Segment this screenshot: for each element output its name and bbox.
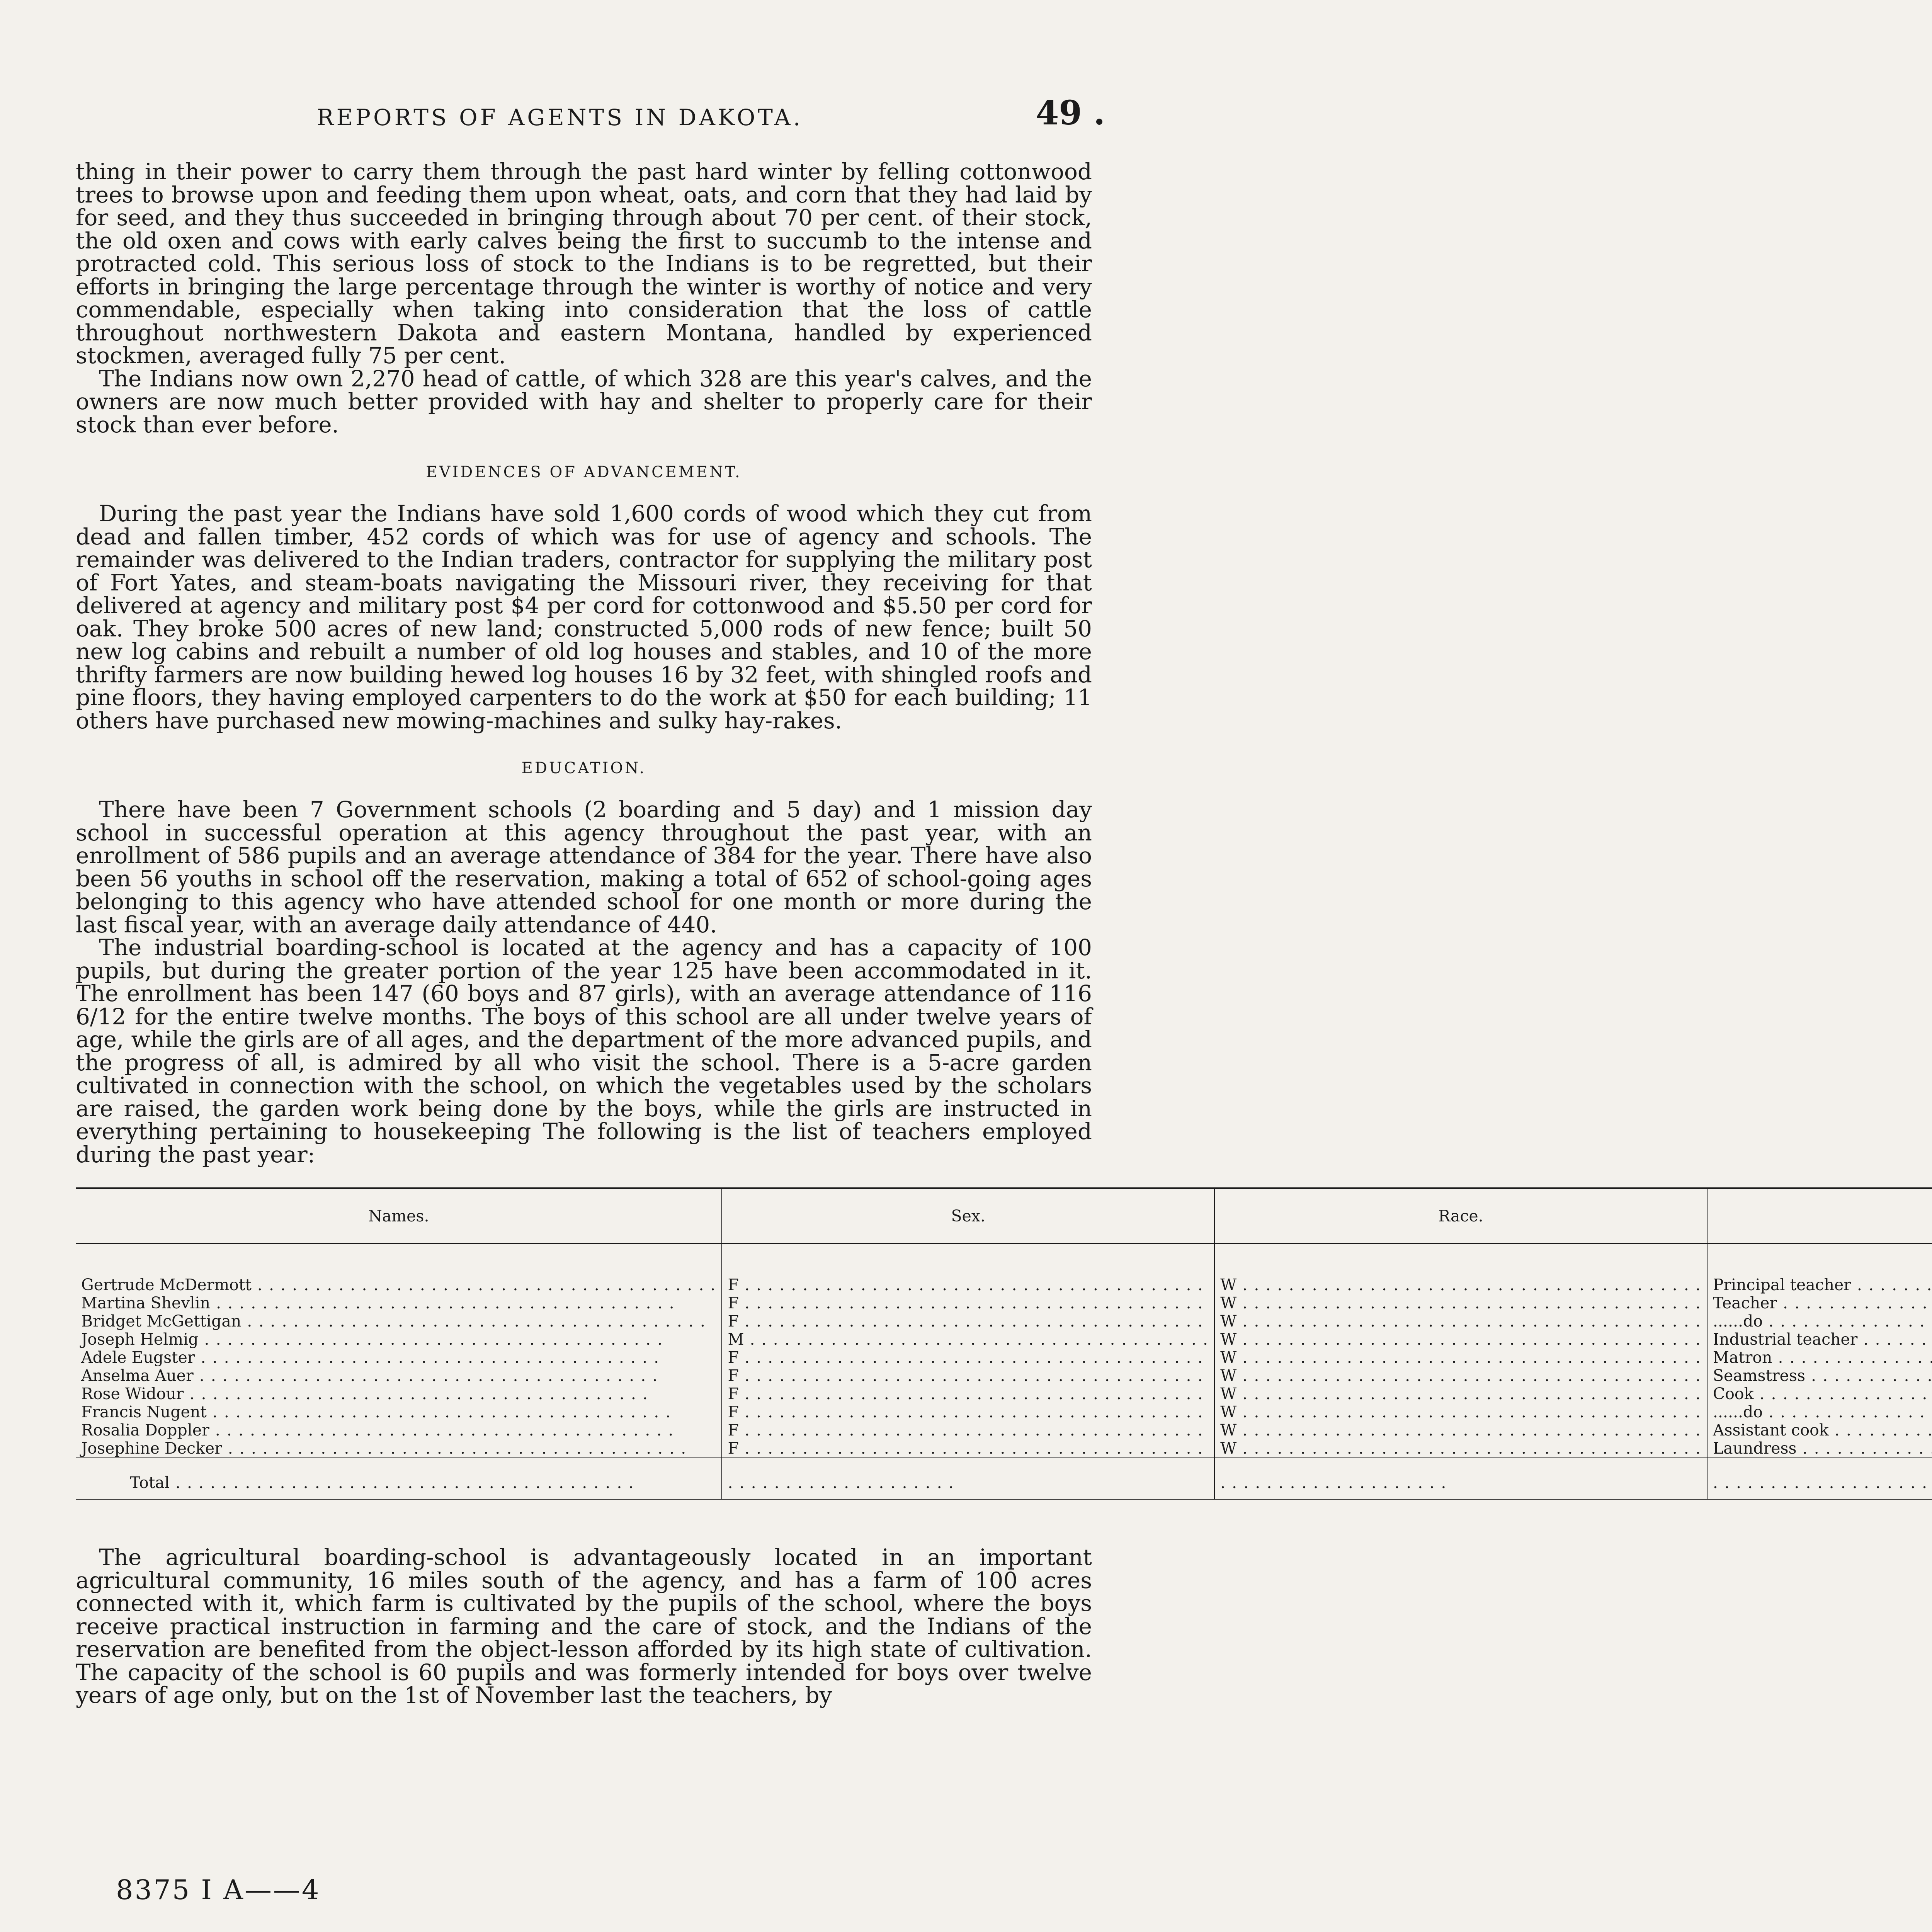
table-row [76,1421,1932,1439]
cell-race: W . . . [1214,1276,1707,1294]
header-position [1707,1188,1932,1243]
page-body [76,158,1858,1708]
table-header-row [76,1188,1932,1243]
cell-race: W . . . [1214,1330,1707,1349]
units-row [76,1243,1932,1276]
cell-position: Matron . . . [1707,1349,1932,1367]
cell-name: Gertrude McDermott . . . [76,1276,722,1294]
cell-sex: F . . . [722,1439,1214,1458]
heading-education: EDUCATION. [521,759,646,777]
running-head: REPORTS OF AGENTS IN DAKOTA. [317,104,803,131]
total-label: Total . . . [76,1458,722,1499]
cell-sex: F . . . [722,1276,1214,1294]
heading-evidences-of-advancement: EVIDENCES OF ADVANCEMENT. [426,463,742,481]
cell-race: W . . . [1214,1294,1707,1312]
cell-position: Principal teacher . . . [1707,1276,1932,1294]
cell-race: W . . . [1214,1349,1707,1367]
cell-position: Industrial teacher . . . [1707,1330,1932,1349]
cell-position: Laundress . . . [1707,1439,1932,1458]
cell-sex: F . . . [722,1367,1214,1385]
paragraph-industrial-school: The industrial boarding-school is located at the agency and has a capacity of 100 pupils, but during the greater portion of the year 125 have been accommodated in it. The enrollment has been 147 (60 boys and 87 girls), with an average attendance of 116 6/12 for the entire twelve months. The boys of this school are all under twelve years of age, while the girls are of all ages, and the department of the more advanced pupils, and the progress of all, is admired by all who visit the school. There is a 5-acre garden cultivated in connection with the school, on which the vegetables used by the scholars are raised, the garden work being done by the boys, while the girls are instructed in everything pertaining to housekeeping The following is the list of teachers employed during the past year: [76,934,1092,1168]
table-row [76,1439,1932,1458]
cell-name: Anselma Auer . . . [76,1367,722,1385]
table-row [76,1312,1932,1330]
page-header [77,94,1113,143]
paragraph-cattle-count: The Indians now own 2,270 head of cattle, of which 328 are this year's calves, and the owners are now much better provided with hay and shelter to properly care for their stock than ever before. [76,365,1092,438]
cell-race: W . . . [1214,1367,1707,1385]
header-race: Race. [1214,1188,1707,1243]
cell-position: Assistant cook . . . [1707,1421,1932,1439]
cell-race: W . . . [1214,1403,1707,1421]
cell-position: Teacher . . . [1707,1294,1932,1312]
cell-name: Francis Nugent . . . [76,1403,722,1421]
cell-name: Rose Widour . . . [76,1385,722,1403]
cell-name: Bridget McGettigan . . . [76,1312,722,1330]
table-row [76,1349,1932,1367]
cell-sex: F . . . [722,1349,1214,1367]
paragraph-advancement: During the past year the Indians have sold 1,600 cords of wood which they cut from dead and fallen timber, 452 cords of which was for use of agency and schools. The remainder was delivered to the Indian traders, contractor for supplying the military post of Fort Yates, and steam-boats navigating the Missouri river, they receiving for that delivered at agency and military post $4 per cord for cottonwood and $5.50 per cord for oak. They broke 500 acres of new land; constructed 5,000 rods of new fence; built 50 new log cabins and rebuilt a number of old log houses and stables, and 10 of the more thrifty farmers are now building hewed log houses 16 by 32 feet, with shingled roofs and pine floors, they having employed carpenters to do the work at $50 for each building; 11 others have purchased new mowing-machines and sulky hay-rakes. [76,500,1092,734]
cell-name: Rosalia Doppler . . . [76,1421,722,1439]
total-row [76,1458,1932,1499]
cell-sex: F . . . [722,1385,1214,1403]
cell-sex: M . . . [722,1330,1214,1349]
cell-position: ......do . . . [1707,1312,1932,1330]
cell-name: Josephine Decker . . . [76,1439,722,1458]
table-row [76,1385,1932,1403]
table-row [76,1294,1932,1312]
cell-race: W . . . [1214,1312,1707,1330]
table-row [76,1403,1932,1421]
teachers-table-wrap [76,1187,1858,1500]
cell-sex: F . . . [722,1312,1214,1330]
footer-signature: 8375 I A——4 [116,1874,321,1906]
table-row [76,1330,1932,1349]
cell-race: W . . . [1214,1385,1707,1403]
cell-sex: F . . . [722,1421,1214,1439]
cell-name: Joseph Helmig . . . [76,1330,722,1349]
total-empty-cell [722,1458,1214,1499]
paragraph-cattle-winter: thing in their power to carry them through the past hard winter by felling cottonwood trees to browse upon and feeding them upon wheat, oats, and corn that they had laid by for seed, and they thus succeeded in bringing through about 70 per cent. of their stock, the old oxen and cows with early calves being the first to succumb to the intense and protracted cold. This serious loss of stock to the Indians is to be regretted, but their efforts in bringing the large percentage through the winter is worthy of notice and very commendable, especially when taking into consideration that the loss of cattle throughout northwestern Dakota and eastern Montana, handled by experienced stockmen, averaged fully 75 per cent. [76,158,1092,369]
total-empty-cell [1214,1458,1707,1499]
cell-position: Seamstress . . . [1707,1367,1932,1385]
table-row [76,1276,1932,1294]
paragraph-schools: There have been 7 Government schools (2 boarding and 5 day) and 1 mission day school in successful operation at this agency throughout the past year, with an enrollment of 586 pupils and an average attendance of 384 for the year. There have also been 56 youths in school off the reservation, making a total of 652 of school-going ages belonging to this agency who have attended school for one month or more during the last fiscal year, with an average daily attendance of 440. [76,796,1092,938]
cell-name: Martina Shevlin . . . [76,1294,722,1312]
header-names: Names. [76,1188,722,1243]
cell-name: Adele Eugster . . . [76,1349,722,1367]
cell-sex: F . . . [722,1403,1214,1421]
cell-race: W . . . [1214,1439,1707,1458]
total-empty-cell [1707,1458,1932,1499]
paragraph-agricultural-school: The agricultural boarding-school is advantageously located in an important agricultural community, 16 miles south of the agency, and has a farm of 100 acres connected with it, which farm is cultivated by the pupils of the school, where the boys receive practical instruction in farming and the care of stock, and the Indians of the reservation are benefited from the object-lesson afforded by its high state of cultivation. The capacity of the school is 60 pupils and was formerly intended for boys over twelve years of age only, but on the 1st of November last the teachers, by [76,1544,1092,1708]
cell-race: W . . . [1214,1421,1707,1439]
cell-position: ......do . . . [1707,1403,1932,1421]
table-row [76,1367,1932,1385]
teachers-table [76,1187,1932,1500]
cell-sex: F . . . [722,1294,1214,1312]
cell-position: Cook . . . [1707,1385,1932,1403]
page-number: 49 . [1036,94,1105,133]
header-sex: Sex. [722,1188,1214,1243]
